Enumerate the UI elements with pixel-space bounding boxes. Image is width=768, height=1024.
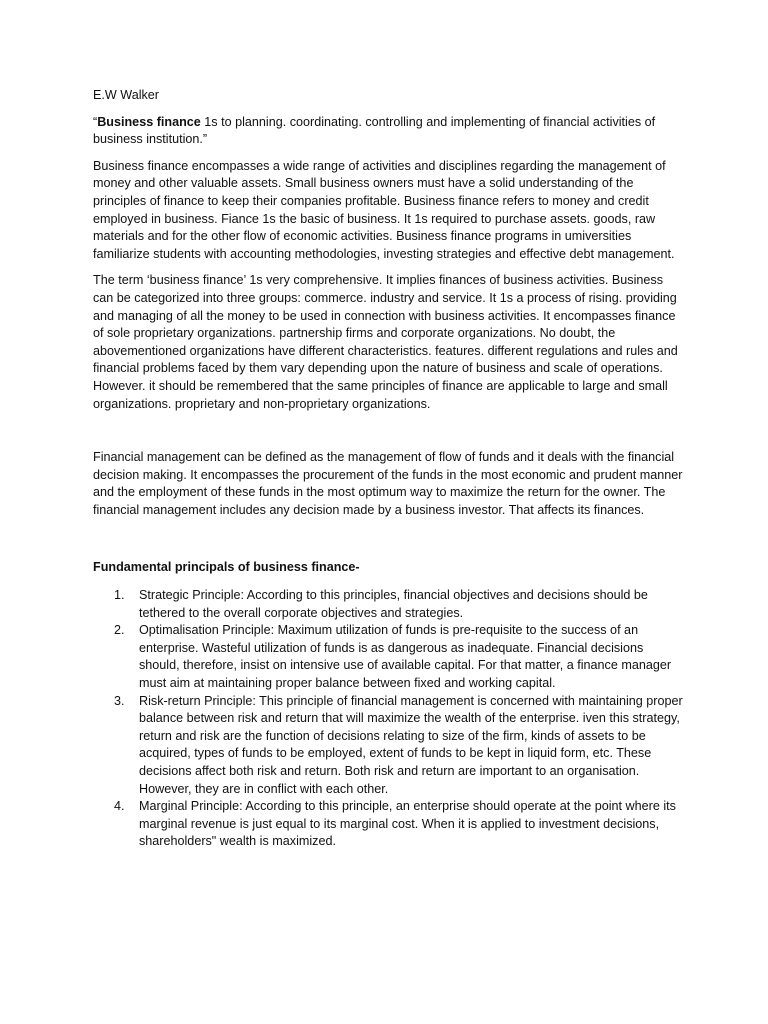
list-item bbox=[93, 798, 683, 851]
document-body bbox=[93, 87, 683, 851]
definition-quote bbox=[93, 114, 683, 149]
list-item bbox=[93, 622, 683, 692]
list-item-text: Risk-return Principle: This principle of financial management is concerned with maintaining proper balance between risk and return that will maximize the wealth of the enterprise. iven this strategy, return and risk are the function of decisions relating to size of the firm, kinds of assets to be acquired, types of funds to be employed, extent of funds to be kept in liquid form, etc. These decisions affect both risk and return. Both risk and return are important to an organisation. However, they are in conflict with each other. bbox=[139, 693, 683, 796]
list-item-number: 2. bbox=[114, 623, 125, 638]
list-item-number: 3. bbox=[114, 693, 125, 708]
author-name: E.W Walker bbox=[93, 88, 160, 102]
list-item-text: Marginal Principle: According to this principle, an enterprise should operate at the point where its marginal revenue is just equal to its marginal cost. When it is applied to investment decisions, shareholders" wealth is maximized. bbox=[139, 799, 676, 849]
paragraph-business-finance: Business finance encompasses a wide range of activities and disciplines regarding the management of money and other valuable assets. Small business owners must have a solid understanding of the principles of finance to keep their companies profitable. Business finance refers to money and credit employed in business. Fiance 1s the basic of business. It 1s required to purchase assets. goods, raw materials and for the other flow of economic activities. Business finance programs in umiversities familiarize students with accounting methodologies, investing strategies and effective debt management. bbox=[93, 158, 675, 261]
quote-open-mark: “ bbox=[93, 114, 98, 129]
list-item-text: Strategic Principle: According to this principles, financial objectives and decisions should be tethered to the overall corporate objectives and strategies. bbox=[139, 588, 648, 620]
quote-text: 1s to planning. coordinating. controlling and implementing of financial activities of business institution.” bbox=[93, 114, 656, 147]
list-item bbox=[93, 693, 683, 799]
principles-heading: Fundamental principals of business finance- bbox=[93, 560, 360, 575]
list-item bbox=[93, 587, 683, 622]
principles-list bbox=[93, 587, 683, 851]
list-item-number: 1. bbox=[114, 588, 125, 603]
list-item-text: Optimalisation Principle: Maximum utilization of funds is pre-requisite to the success of an enterprise. Wasteful utilization of funds is as dangerous as inadequate. Financial decisions should, therefore, insist on intensive use of available capital. For that matter, a finance manager must aim at maintaining proper balance between fixed and working capital. bbox=[139, 623, 672, 691]
list-item-number: 4. bbox=[114, 799, 125, 814]
paragraph-term-business-finance: The term ‘business finance’ 1s very comprehensive. It implies finances of business activities. Business can be categorized into three groups: commerce. industry and service. It 1s a process of rising. providing and managing of all the money to be used in connection with business activities. It encompasses finance of sole proprietary organizations. partnership firms and corporate organizations. No doubt, the abovementioned organizations have different characteristics. features. different regulations and rules and financial problems faced by them vary depending upon the nature of business and scale of operations. However. it should be remembered that the same principles of finance are applicable to large and small organizations. proprietary and non-proprietary organizations. bbox=[93, 273, 678, 411]
paragraph-financial-management: Financial management can be defined as the management of flow of funds and it deals with the financial decision making. It encompasses the procurement of the funds in the most economic and prudent manner and the employment of these funds in the most optimum way to maximize the return for the owner. The financial management includes any decision made by a business investor. That affects its finances. bbox=[93, 450, 683, 517]
quote-term: Business finance bbox=[97, 114, 201, 129]
